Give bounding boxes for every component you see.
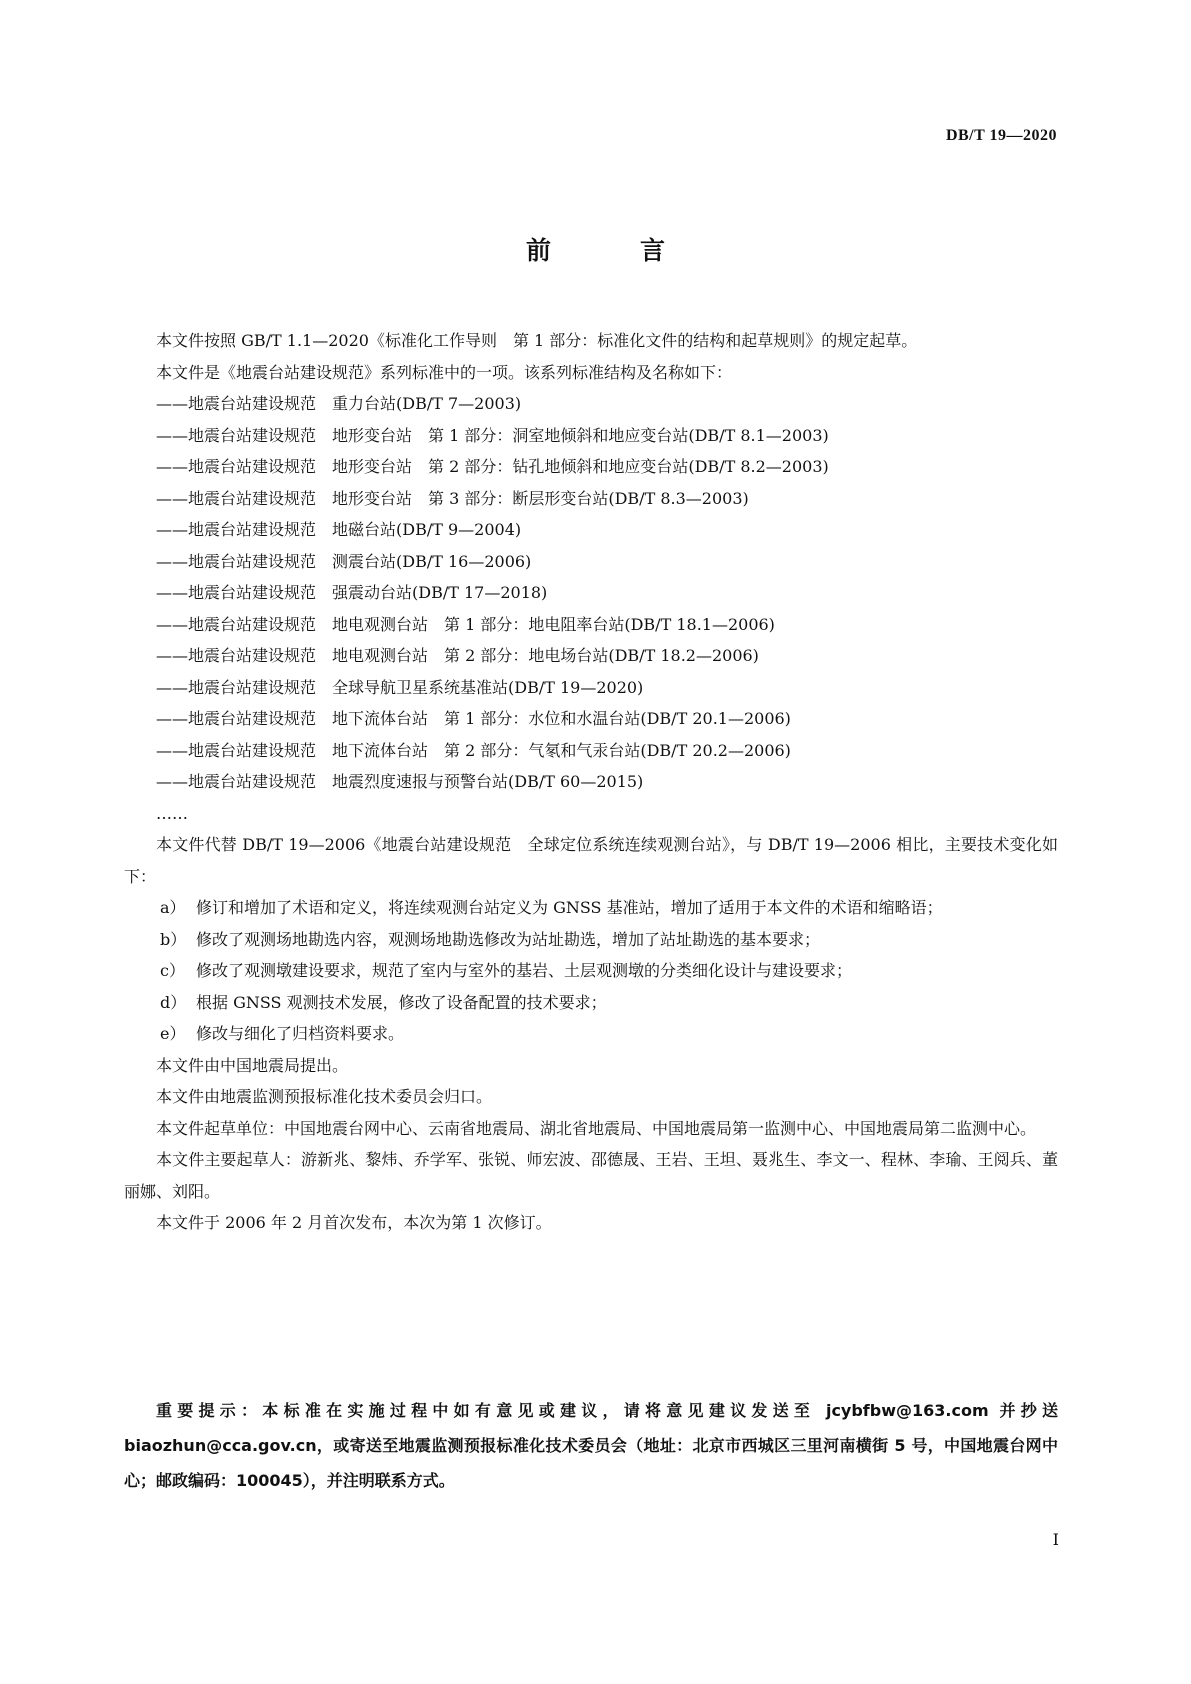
list-item: ——地震台站建设规范 地形变台站 第 2 部分：钻孔地倾斜和地应变台站(DB/T 8.2—2003): [156, 457, 829, 476]
change-label: b）: [160, 929, 187, 949]
change-text: 根据 GNSS 观测技术发展，修改了设备配置的技术要求；: [196, 992, 607, 1012]
list-item: ——地震台站建设规范 地形变台站 第 3 部分：断层形变台站(DB/T 8.3—2003): [156, 488, 749, 508]
list-ellipsis: ……: [156, 803, 188, 823]
document-code: DB/T 19—2020: [945, 127, 1057, 144]
change-item: [124, 892, 1058, 924]
paragraph-drafters: 本文件主要起草人：游新兆、黎炜、乔学军、张锐、师宏波、邵德晟、王岩、王坦、聂兆生、李文一、程林、李瑜、王阅兵、董丽娜、刘阳。: [124, 1150, 1058, 1201]
change-text: 修改了观测墩建设要求，规范了室内与室外的基岩、土层观测墩的分类细化设计与建设要求；: [196, 961, 853, 980]
list-item: ——地震台站建设规范 地下流体台站 第 2 部分：气氡和气汞台站(DB/T 20.2—2006): [156, 740, 791, 760]
foreword-body: [124, 325, 1058, 1239]
list-item: ——地震台站建设规范 重力台站(DB/T 7—2003): [156, 394, 522, 413]
list-item: ——地震台站建设规范 地形变台站 第 1 部分：洞室地倾斜和地应变台站(DB/T 8.1—2003): [156, 425, 829, 445]
paragraph-drafting-units: 本文件起草单位：中国地震台网中心、云南省地震局、湖北省地震局、中国地震局第一监测中心、中国地震局第二监测中心。: [156, 1118, 1037, 1138]
change-label: d）: [160, 992, 187, 1012]
paragraph-history: 本文件于 2006 年 2 月首次发布，本次为第 1 次修订。: [156, 1213, 552, 1232]
change-item: [124, 924, 1058, 956]
paragraph-drafting-rule: 本文件按照 GB/T 1.1—2020《标准化工作导则 第 1 部分：标准化文件的结构和起草规则》的规定起草。: [156, 331, 918, 350]
list-item: ——地震台站建设规范 地电观测台站 第 2 部分：地电场台站(DB/T 18.2—2006): [156, 646, 759, 665]
list-item: ——地震台站建设规范 地震烈度速报与预警台站(DB/T 60—2015): [156, 772, 644, 791]
list-item: ——地震台站建设规范 地电观测台站 第 1 部分：地电阻率台站(DB/T 18.1—2006): [156, 614, 775, 634]
series-list: [124, 388, 1058, 829]
paragraph-centralized: 本文件由地震监测预报标准化技术委员会归口。: [156, 1087, 493, 1106]
list-item: ——地震台站建设规范 测震台站(DB/T 16—2006): [156, 551, 532, 571]
change-item: [124, 1018, 1058, 1050]
change-text: 修改与细化了归档资料要求。: [196, 1024, 405, 1043]
list-item: ——地震台站建设规范 地下流体台站 第 1 部分：水位和水温台站(DB/T 20.1—2006): [156, 709, 791, 728]
paragraph-replacement: 本文件代替 DB/T 19—2006《地震台站建设规范 全球定位系统连续观测台站》，与 DB/T 19—2006 相比，主要技术变化如下：: [124, 835, 1058, 886]
changes-list: [124, 892, 1058, 1050]
important-notice: 重要提示：本标准在实施过程中如有意见或建议，请将意见建议发送至 jcybfbw@163.com 并抄送 biaozhun@cca.gov.cn，或寄送至地震监测预报标准化技术委员会（地址：北京市西城区三里河南横街 5 号，中国地震台网中心；邮政编码：100045），并注明联系方式。: [124, 1401, 1058, 1490]
list-item: ——地震台站建设规范 全球导航卫星系统基准站(DB/T 19—2020): [156, 677, 644, 697]
change-item: [124, 987, 1058, 1019]
page-number: I: [1052, 1530, 1059, 1549]
change-label: a）: [160, 898, 186, 917]
change-item: [124, 955, 1058, 987]
change-text: 修改了观测场地勘选内容，观测场地勘选修改为站址勘选，增加了站址勘选的基本要求；: [196, 929, 821, 949]
change-label: e）: [160, 1024, 186, 1043]
list-item: ——地震台站建设规范 地磁台站(DB/T 9—2004): [156, 520, 522, 539]
list-item: ——地震台站建设规范 强震动台站(DB/T 17—2018): [156, 583, 548, 602]
change-text: 修订和增加了术语和定义，将连续观测台站定义为 GNSS 基准站，增加了适用于本文件的术语和缩略语；: [196, 898, 943, 917]
page-title: 前 言: [525, 236, 697, 265]
paragraph-series-intro: 本文件是《地震台站建设规范》系列标准中的一项。该系列标准结构及名称如下：: [156, 362, 733, 382]
paragraph-proposed: 本文件由中国地震局提出。: [156, 1055, 349, 1075]
change-label: c）: [160, 961, 185, 980]
